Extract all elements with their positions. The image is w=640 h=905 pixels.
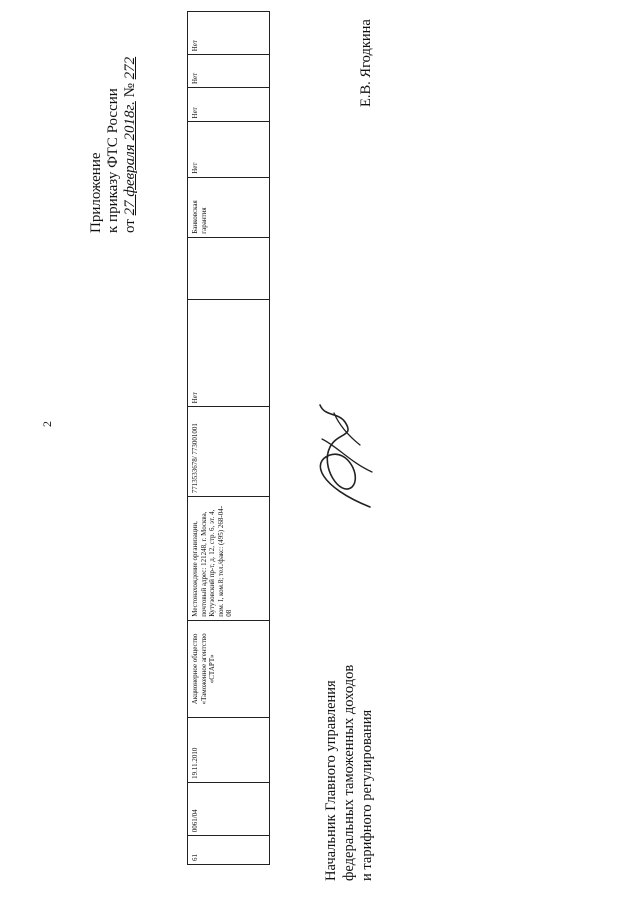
cell-organization-name: Акционерное общество «Таможенное агентство «СТАРТ» [188, 620, 270, 717]
cell-col12: Нет [188, 55, 270, 88]
cell-col11: Нет [188, 88, 270, 122]
cell-inn-kpp: 7713533678/ 773001001 [188, 407, 270, 497]
cell-row-number: 61 [188, 836, 270, 865]
cell-date: 19.11.2010 [188, 718, 270, 783]
appendix-date: 27 февраля 2018г. [122, 101, 138, 216]
appendix-number: 272 [122, 56, 138, 80]
signatory-title-line3: и тарифного регулирования [359, 709, 375, 881]
cell-security-type: Банковская гарантия [188, 177, 270, 237]
handwritten-signature [300, 397, 390, 517]
registry-table [187, 11, 270, 865]
appendix-line3 [122, 57, 139, 233]
cell-address: Местонахождение организации, почтовый адрес: 121248, г. Москва, Кутузовский пр-т, д. 12, стр. 6, эт. 4, пом. I, ком.8; тел./факс: (495) 268-04-08 [188, 497, 270, 620]
appendix-from-label: от [122, 215, 138, 233]
page-number: 2 [40, 421, 54, 427]
signatory-name: Е.В. Ягодкина [358, 19, 374, 107]
signatory-title [322, 665, 376, 881]
table-row [188, 12, 270, 865]
appendix-header [88, 57, 139, 233]
appendix-line1: Приложение [88, 152, 104, 233]
appendix-number-label: № [122, 79, 138, 102]
cell-col10: Нет [188, 122, 270, 177]
cell-col8 [188, 237, 270, 299]
signatory-title-line2: федеральных таможенных доходов [341, 664, 357, 881]
signatory-title-line1: Начальник Главного управления [323, 680, 339, 881]
cell-col13: Нет [188, 12, 270, 55]
appendix-line2: к приказу ФТС России [105, 88, 121, 233]
cell-col7: Нет [188, 300, 270, 407]
cell-registration-number: 0061/04 [188, 782, 270, 835]
